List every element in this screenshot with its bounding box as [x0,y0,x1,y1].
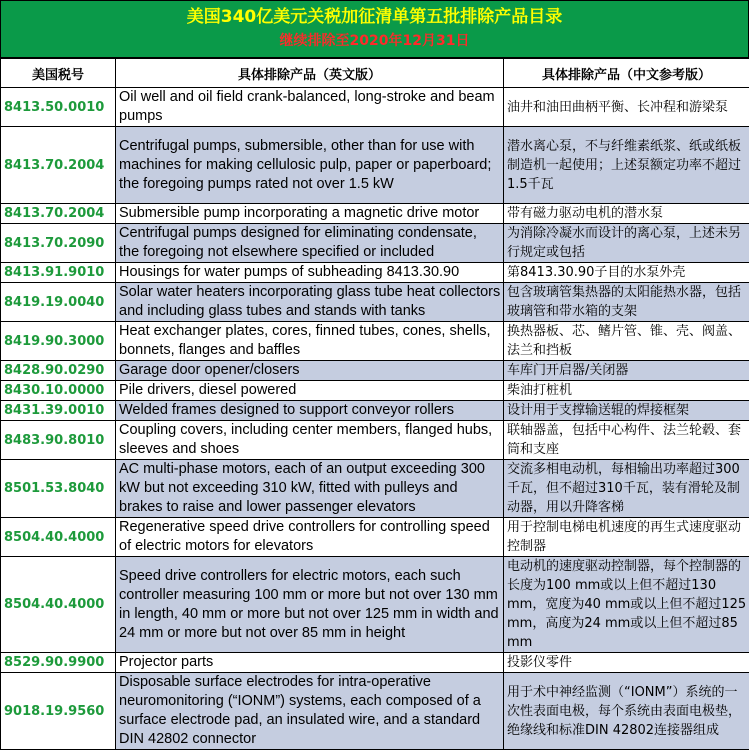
product-chinese: 带有磁力驱动电机的潜水泵 [504,204,749,224]
table-header-banner [0,0,749,58]
product-chinese: 包含玻璃管集热器的太阳能热水器，包括玻璃管和带水箱的支架 [504,283,749,322]
tariff-code: 8419.19.0040 [1,283,116,322]
product-english: Garage door opener/closers [116,361,504,381]
product-chinese: 设计用于支撑输送辊的焊接框架 [504,401,749,421]
product-english: Speed drive controllers for electric motors, each such controller measuring 100 mm or more but not over 130 mm in length, 40 mm or more but not over 125 mm in width and 24 mm or more but not over 85 mm in height [116,557,504,653]
product-chinese: 电动机的速度驱动控制器，每个控制器的长度为100 mm或以上但不超过130 mm，宽度为40 mm或以上但不超过125 mm，高度为24 mm或以上但不超过85 mm [504,557,749,653]
product-chinese: 投影仪零件 [504,653,749,673]
product-english: Housings for water pumps of subheading 8413.30.90 [116,263,504,283]
product-english: AC multi-phase motors, each of an output exceeding 300 kW but not exceeding 310 kW, fitted with pulleys and brakes to raise and lower passenger elevators [116,460,504,518]
product-chinese: 换热器板、芯、鳍片管、锥、壳、阀盖、法兰和挡板 [504,322,749,361]
page-subtitle: 继续排除至2020年12月31日 [279,33,470,49]
table-row [1,88,749,127]
product-english: Welded frames designed to support conveyor rollers [116,401,504,421]
tariff-code: 8504.40.4000 [1,518,116,557]
table-row [1,283,749,322]
tariff-code: 9018.19.9560 [1,673,116,750]
product-english: Centrifugal pumps, submersible, other than for use with machines for making cellulosic pulp, paper or paperboard; the foregoing pumps rated not over 1.5 kW [116,127,504,204]
tariff-code: 8431.39.0010 [1,401,116,421]
table-row [1,421,749,460]
column-header-chinese: 具体排除产品（中文参考版） [504,59,749,88]
table-row [1,204,749,224]
product-english: Pile drivers, diesel powered [116,381,504,401]
tariff-code: 8529.90.9900 [1,653,116,673]
exclusion-table [0,58,749,750]
tariff-code: 8430.10.0000 [1,381,116,401]
tariff-code: 8419.90.3000 [1,322,116,361]
table-row [1,460,749,518]
product-english: Submersible pump incorporating a magnetic drive motor [116,204,504,224]
tariff-code: 8413.50.0010 [1,88,116,127]
table-row [1,381,749,401]
product-chinese: 用于术中神经监测（“IONM”）系统的一次性表面电极，每个系统由表面电极垫，绝缘线和标准DIN 42802连接器组成 [504,673,749,750]
table-row [1,557,749,653]
tariff-code: 8413.70.2004 [1,204,116,224]
table-row [1,653,749,673]
table-row [1,127,749,204]
table-row [1,361,749,381]
product-chinese: 车库门开启器/关闭器 [504,361,749,381]
tariff-code: 8413.91.9010 [1,263,116,283]
product-chinese: 联轴器盖，包括中心构件、法兰轮毂、套筒和支座 [504,421,749,460]
product-english: Projector parts [116,653,504,673]
product-chinese: 油井和油田曲柄平衡、长冲程和游梁泵 [504,88,749,127]
product-chinese: 第8413.30.90子目的水泵外壳 [504,263,749,283]
tariff-code: 8413.70.2090 [1,224,116,263]
table-row [1,401,749,421]
product-english: Heat exchanger plates, cores, finned tubes, cones, shells, bonnets, flanges and baffles [116,322,504,361]
table-row [1,518,749,557]
product-chinese: 为消除冷凝水而设计的离心泵，上述未另行规定或包括 [504,224,749,263]
tariff-code: 8483.90.8010 [1,421,116,460]
table-row [1,224,749,263]
product-english: Centrifugal pumps designed for eliminating condensate, the foregoing not elsewhere specified or included [116,224,504,263]
column-header-english: 具体排除产品（英文版） [116,59,504,88]
page-title: 美国340亿美元关税加征清单第五批排除产品目录 [186,7,563,27]
product-chinese: 潜水离心泵，不与纤维素纸浆、纸或纸板制造机一起使用；上述泵额定功率不超过1.5千瓦 [504,127,749,204]
column-header-code: 美国税号 [1,59,116,88]
tariff-code: 8428.90.0290 [1,361,116,381]
table-row [1,322,749,361]
product-chinese: 用于控制电梯电机速度的再生式速度驱动控制器 [504,518,749,557]
product-chinese: 交流多相电动机，每相输出功率超过300千瓦，但不超过310千瓦，装有滑轮及制动器，用以升降客梯 [504,460,749,518]
product-english: Solar water heaters incorporating glass tube heat collectors and including glass tubes and stands with tanks [116,283,504,322]
tariff-code: 8504.40.4000 [1,557,116,653]
product-english: Oil well and oil field crank-balanced, long-stroke and beam pumps [116,88,504,127]
product-english: Regenerative speed drive controllers for controlling speed of electric motors for elevators [116,518,504,557]
product-chinese: 柴油打桩机 [504,381,749,401]
product-english: Coupling covers, including center members, flanged hubs, sleeves and shoes [116,421,504,460]
tariff-code: 8501.53.8040 [1,460,116,518]
table-row [1,673,749,750]
table-row [1,263,749,283]
tariff-code: 8413.70.2004 [1,127,116,204]
product-english: Disposable surface electrodes for intra-operative neuromonitoring (“IONM”) systems, each composed of a surface electrode pad, an insulated wire, and a standard DIN 42802 connector [116,673,504,750]
